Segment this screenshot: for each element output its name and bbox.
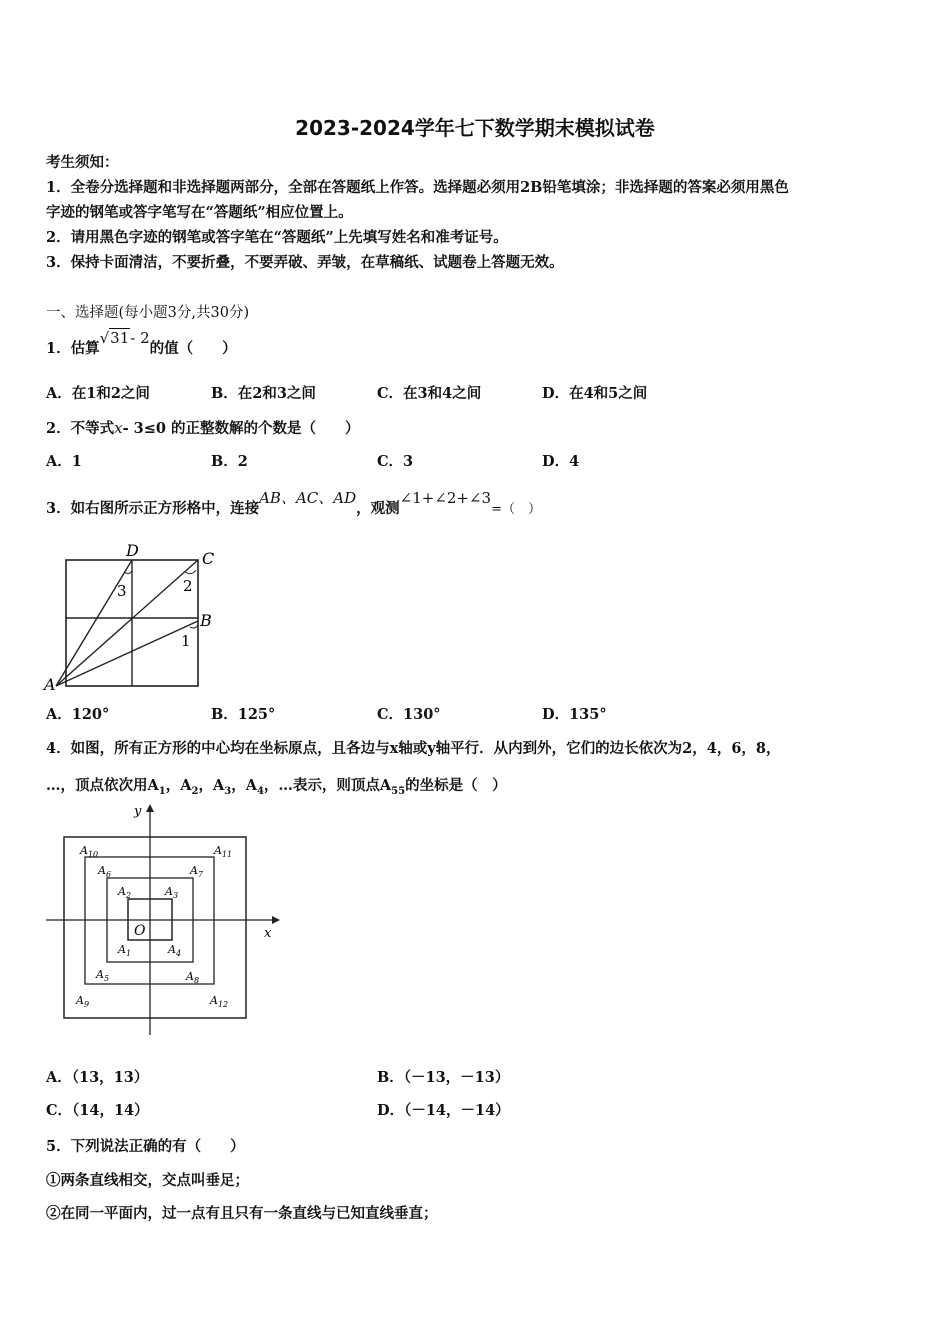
- notice-item-2: 2．请用黑色字迹的钢笔或答字笔在“答题纸”上先填写姓名和准考证号。: [46, 229, 508, 246]
- q4-label-o: O: [134, 923, 146, 939]
- q4-sep-2: ，: [198, 777, 213, 794]
- q1-option-d[interactable]: D．在4和5之间: [542, 385, 648, 402]
- notice-item-1: 1．全卷分选择题和非选择题两部分，全部在答题纸上作答。选择题必须用2B铅笔填涂；非选择题的答案必须用黑色: [46, 179, 789, 196]
- q3-prefix: 3．如右图所示正方形格中，连接: [46, 500, 260, 517]
- q3-segments: AB、AC、AD: [259, 489, 357, 507]
- q3-angles: ∠1+∠2+∠3: [399, 489, 492, 507]
- q4-sub-55: 55: [391, 785, 406, 797]
- q4-base-3: A: [212, 777, 225, 794]
- q4-sub-4: 4: [256, 785, 264, 797]
- q3-segment-ad: [56, 560, 132, 686]
- q4-label-a9: $A_9$: [76, 994, 90, 1009]
- q3-label-angle-3: 3: [117, 582, 127, 600]
- q4-sub-3: 3: [224, 785, 232, 797]
- q3-label-d: D: [126, 541, 139, 560]
- q4-label-a11: $A_{11}$: [214, 844, 233, 859]
- q4-text-a: …，顶点依次用A: [46, 777, 159, 794]
- question-5: 5．下列说法正确的有（ ）: [46, 1138, 245, 1155]
- q4-sub-1: 1: [158, 785, 166, 797]
- q4-label-a10: $A_{10}$: [80, 844, 99, 859]
- notice-heading: 考生须知：: [46, 154, 119, 171]
- q4-label-y: y: [134, 804, 142, 819]
- q4-label-a2: $A_2$: [118, 885, 132, 900]
- q4-option-a[interactable]: A．（13，13）: [46, 1069, 149, 1086]
- q1-option-b[interactable]: B．在2和3之间: [211, 385, 316, 402]
- q4-sep-4: ，…: [263, 777, 293, 794]
- q2-var: x: [114, 419, 123, 437]
- q1-option-a[interactable]: A．在1和2之间: [46, 385, 150, 402]
- q4-label-a5: $A_5$: [96, 968, 110, 983]
- q4-label-a6: $A_6$: [98, 864, 112, 879]
- q3-figure: [40, 538, 230, 696]
- q2-option-c[interactable]: C．3: [377, 453, 414, 470]
- section-heading: 一、选择题(每小题3分,共30分): [46, 305, 250, 321]
- q3-option-a[interactable]: A．120°: [46, 706, 110, 723]
- q4-label-a7: $A_7$: [190, 864, 204, 879]
- q4-label-a8: $A_8$: [186, 970, 200, 985]
- question-4-line-2: [46, 776, 507, 802]
- q3-label-a: A: [44, 675, 56, 694]
- q3-label-c: C: [202, 549, 215, 568]
- question-2: [46, 418, 360, 439]
- q4-label-a12: $A_{12}$: [210, 994, 229, 1009]
- q3-option-c[interactable]: C．130°: [377, 706, 441, 723]
- q2-prefix: 2．不等式: [46, 420, 115, 437]
- q4-text-c: 的坐标是（ ）: [405, 777, 507, 794]
- question-1: [46, 329, 237, 359]
- question-3: [46, 489, 542, 520]
- q5-statement-2: ②在同一平面内，过一点有且只有一条直线与已知直线垂直；: [46, 1205, 438, 1222]
- q4-option-c[interactable]: C．（14，14）: [46, 1102, 149, 1119]
- q3-label-b: B: [200, 611, 212, 630]
- q4-x-arrow: [272, 916, 280, 924]
- q5-statement-1: ①两条直线相交，交点叫垂足；: [46, 1172, 249, 1189]
- notice-item-1-cont: 字迹的钢笔或答字笔写在“答题纸”相应位置上。: [46, 204, 353, 221]
- q3-suffix: =（ ）: [491, 502, 542, 517]
- q4-figure: [40, 800, 285, 1040]
- q2-option-a[interactable]: A．1: [46, 453, 82, 470]
- q3-label-angle-2: 2: [183, 577, 193, 595]
- q3-mid: ，观测: [356, 500, 400, 517]
- q3-option-d[interactable]: D．135°: [542, 706, 607, 723]
- q4-label-a3: $A_3$: [165, 885, 179, 900]
- q4-sep-1: ，: [165, 777, 181, 794]
- notice-item-3: 3．保持卡面清洁，不要折叠，不要弄破、弄皱，在草稿纸、试题卷上答题无效。: [46, 254, 564, 271]
- q4-sub-2: 2: [191, 785, 199, 797]
- q2-rest: - 3≤0 的正整数解的个数是（ ）: [122, 420, 360, 437]
- q4-sep-3: ，: [231, 777, 246, 794]
- q4-label-a4: $A_4$: [168, 943, 182, 958]
- q2-option-b[interactable]: B．2: [211, 453, 248, 470]
- q4-option-d[interactable]: D．（－14，－14）: [377, 1102, 510, 1119]
- q3-option-b[interactable]: B．125°: [211, 706, 276, 723]
- question-4-line-1: 4．如图，所有正方形的中心均在坐标原点，且各边与x轴或y轴平行．从内到外，它们的边长依次为2，4，6，8，: [46, 740, 781, 757]
- q1-option-c[interactable]: C．在3和4之间: [377, 385, 482, 402]
- q4-base-2: A: [180, 777, 192, 794]
- q3-segment-ab: [56, 621, 198, 686]
- q1-prefix: 1．估算: [46, 340, 100, 357]
- q1-suffix: 的值（ ）: [149, 340, 237, 357]
- q4-label-x: x: [264, 926, 272, 941]
- q3-segment-ac: [56, 560, 198, 686]
- q1-radicand: 31: [110, 329, 130, 347]
- page-title: 2023-2024学年七下数学期末模拟试卷: [295, 116, 655, 140]
- q4-label-a1: $A_1$: [118, 943, 132, 958]
- q2-option-d[interactable]: D．4: [542, 453, 580, 470]
- q4-base-4: A: [245, 777, 257, 794]
- q1-sqrt: √31: [99, 329, 130, 347]
- q1-minus: - 2: [130, 329, 150, 347]
- q3-label-angle-1: 1: [181, 632, 191, 650]
- q4-option-b[interactable]: B．（－13，－13）: [377, 1069, 510, 1086]
- q4-y-arrow: [146, 804, 154, 812]
- q4-square-4: [64, 837, 246, 1018]
- q4-text-b: 表示，则顶点A: [292, 777, 392, 794]
